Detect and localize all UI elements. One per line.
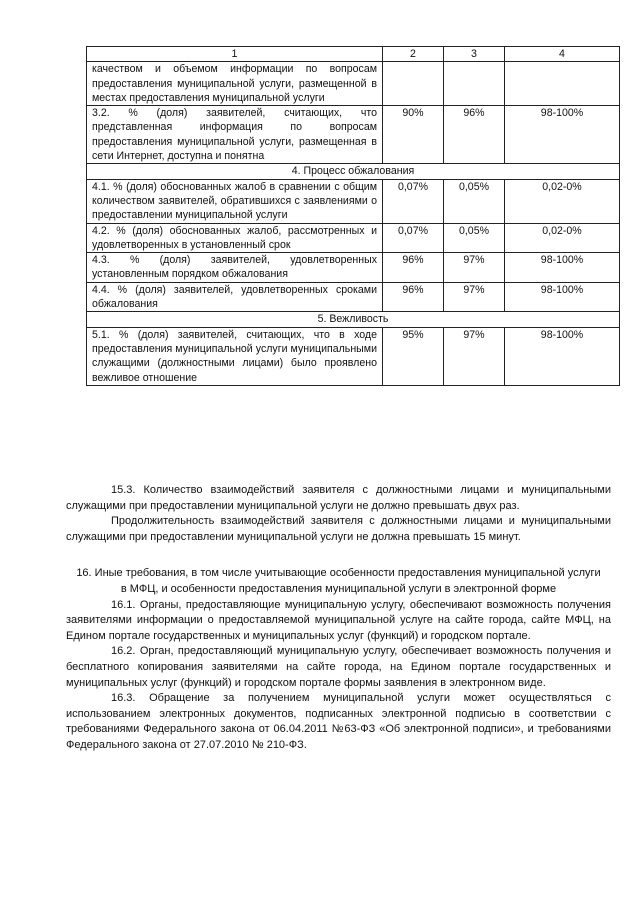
indicator-value: 98-100% [505,282,620,312]
paragraph-15-3-duration: Продолжительность взаимодействий заявителя с должностными лицами и муниципальными служащими при предоставлении муниципальной услуги не должна превышать 15 минут. [66,515,611,543]
indicator-value: 0,07% [383,223,444,253]
table-header-row [87,47,620,62]
column-header: 4 [505,47,620,62]
indicator-description: 4.3. % (доля) заявителей, удовлетворенных установленным порядком обжалования [87,253,383,283]
indicator-description: качеством и объемом информации по вопросам предоставления муниципальной услуги, размещенной в местах предоставления муниципальной услуги [87,62,383,106]
paragraph-16-1: 16.1. Органы, предоставляющие муниципальную услугу, обеспечивают возможность получения заявителями информации о предоставляемой муниципальной услуге на сайте города, сайте МФЦ, на Едином портале государственных и муниципальных услуг (функций) и городском портале. [66,598,611,642]
paragraph-16-3: 16.3. Обращение за получением муниципальной услуги может осуществляться с использованием электронных документов, подписанных электронной подписью в соответствии с требованиями Федерального закона от 06.04.2011 №63-ФЗ «Об электронной подписи», и требованиями Федерального закона от 27.07.2010 № 210-ФЗ. [66,692,611,751]
table-row [87,327,620,385]
section-title: 4. Процесс обжалования [87,164,620,179]
indicator-value: 96% [383,253,444,283]
paragraph-16-2: 16.2. Орган, предоставляющий муниципальную услугу, обеспечивает возможность получения и бесплатного копирования заявителями на сайте города, на Едином портале государственных и муниципальных услуг (функций) и городском портале формы заявления в электронном виде. [66,645,611,689]
indicator-value: 98-100% [505,327,620,385]
indicator-value: 0,05% [444,223,505,253]
table-row [87,62,620,106]
paragraph-15-3: 15.3. Количество взаимодействий заявителя с должностными лицами и муниципальными служащими при предоставлении муниципальной услуги не должно превышать двух раз. [66,484,611,512]
column-header: 1 [87,47,383,62]
section-row [87,164,620,179]
table-row [87,223,620,253]
table-row [87,179,620,223]
indicator-value: 90% [383,106,444,164]
indicator-value: 96% [383,282,444,312]
section-title: 5. Вежливость [87,312,620,327]
indicator-description: 4.1. % (доля) обоснованных жалоб в сравнении с общим количеством заявителей, обратившихся с заявлениями о предоставлении муниципальной услуги [87,179,383,223]
indicator-value: 98-100% [505,106,620,164]
indicator-value: 0,02-0% [505,179,620,223]
indicator-value: 98-100% [505,253,620,283]
indicator-value [505,62,620,106]
indicator-description: 3.2. % (доля) заявителей, считающих, что представленная информация по вопросам предоставления муниципальной услуги, размещенная в сети Интернет, доступна и понятна [87,106,383,164]
column-header: 2 [383,47,444,62]
indicator-value: 0,05% [444,179,505,223]
indicators-table-body [87,47,620,386]
column-header: 3 [444,47,505,62]
table-row [87,253,620,283]
indicator-value: 97% [444,253,505,283]
indicators-table [86,46,620,386]
section-row [87,312,620,327]
table-row [87,106,620,164]
indicator-value: 0,02-0% [505,223,620,253]
indicator-description: 5.1. % (доля) заявителей, считающих, что в ходе предоставления муниципальной услуги муниципальными служащими (должностными лицами) было проявлено вежливое отношение [87,327,383,385]
indicator-value: 97% [444,282,505,312]
table-row [87,282,620,312]
body-text [66,483,611,754]
indicator-description: 4.2. % (доля) обоснованных жалоб, рассмотренных и удовлетворенных в установленный срок [87,223,383,253]
indicator-value: 97% [444,327,505,385]
indicator-description: 4.4. % (доля) заявителей, удовлетворенных сроками обжалования [87,282,383,312]
indicator-value: 95% [383,327,444,385]
section-16-heading: 16. Иные требования, в том числе учитывающие особенности предоставления муниципальной услуги в МФЦ, и особенности предоставления муниципальной услуги в электронной форме [76,567,601,595]
indicator-value: 0,07% [383,179,444,223]
indicator-value [383,62,444,106]
indicator-value: 96% [444,106,505,164]
indicator-value [444,62,505,106]
